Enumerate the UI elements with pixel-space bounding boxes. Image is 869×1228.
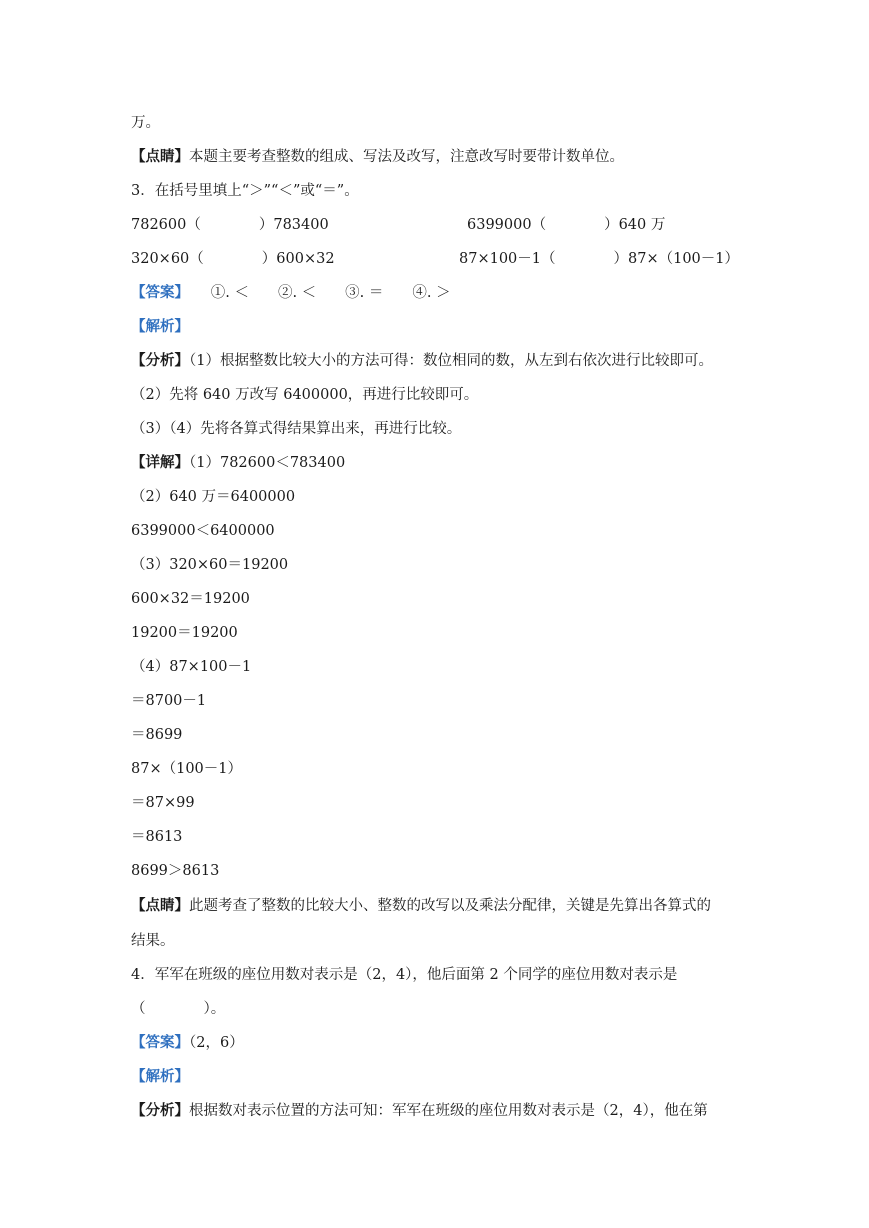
text-line: 结果。 [131, 933, 175, 949]
question-title: 3．在括号里填上“＞”“＜”或“＝”。 [131, 183, 359, 199]
tag-label: 【详解】 [131, 454, 189, 471]
analysis-tag: 【解析】 [131, 318, 189, 335]
text-line [131, 147, 624, 167]
text-line: 600×32＝19200 [131, 591, 250, 607]
answer-line [131, 283, 451, 303]
text-line: 6399000＜6400000 [131, 523, 275, 539]
text-line [131, 453, 345, 473]
tag-label: 【分析】 [131, 1102, 189, 1119]
line-text: （1）782600＜783400 [189, 455, 346, 471]
text-line: （3）320×60＝19200 [131, 557, 289, 573]
text-line: 19200＝19200 [131, 625, 238, 641]
text-line: ＝8700－1 [131, 693, 207, 709]
text-line [131, 351, 713, 371]
compare-item-3: 320×60（ ）600×32 [131, 251, 335, 267]
text-line: （ ）。 [131, 1001, 226, 1017]
text-line: 8699＞8613 [131, 863, 220, 879]
text-line: 万。 [131, 115, 160, 131]
compare-item-4: 87×100－1（ ）87×（100－1） [459, 251, 740, 267]
text-line: （3）（4）先将各算式得结果算出来，再进行比较。 [131, 421, 462, 437]
text-line [131, 896, 711, 916]
answer-tag: 【答案】 [131, 284, 182, 301]
line-text: （1）根据整数比较大小的方法可得：数位相同的数，从左到右依次进行比较即可。 [189, 353, 713, 369]
tag-label: 【分析】 [131, 352, 189, 369]
question-title: 4．军军在班级的座位用数对表示是（2，4），他后面第 2 个同学的座位用数对表示是 [131, 967, 678, 983]
text-line: ＝8699 [131, 727, 183, 743]
text-line [131, 1101, 708, 1121]
text-line: ＝8613 [131, 829, 183, 845]
text-line: （2）640 万＝6400000 [131, 489, 296, 505]
text-line: 87×（100－1） [131, 761, 243, 777]
compare-item-2: 6399000（ ）640 万 [467, 217, 666, 233]
line-text: 本题主要考查整数的组成、写法及改写，注意改写时要带计数单位。 [189, 149, 624, 165]
line-text: 此题考查了整数的比较大小、整数的改写以及乘法分配律，关键是先算出各算式的 [189, 898, 711, 914]
answer-text: ①. ＜ ②. ＜ ③. ＝ ④. ＞ [181, 285, 451, 301]
line-text: 根据数对表示位置的方法可知：军军在班级的座位用数对表示是（2，4），他在第 [189, 1103, 708, 1119]
text-line: （2）先将 640 万改写 6400000，再进行比较即可。 [131, 387, 479, 403]
answer-text: （2，6） [189, 1035, 244, 1051]
answer-line [131, 1033, 244, 1053]
text-line: ＝87×99 [131, 795, 195, 811]
analysis-tag: 【解析】 [131, 1068, 189, 1085]
compare-item-1: 782600（ ）783400 [131, 217, 329, 233]
tag-label: 【点睛】 [131, 148, 189, 165]
tag-label: 【点睛】 [131, 897, 189, 914]
answer-tag: 【答案】 [131, 1034, 189, 1051]
text-line: （4）87×100－1 [131, 659, 252, 675]
